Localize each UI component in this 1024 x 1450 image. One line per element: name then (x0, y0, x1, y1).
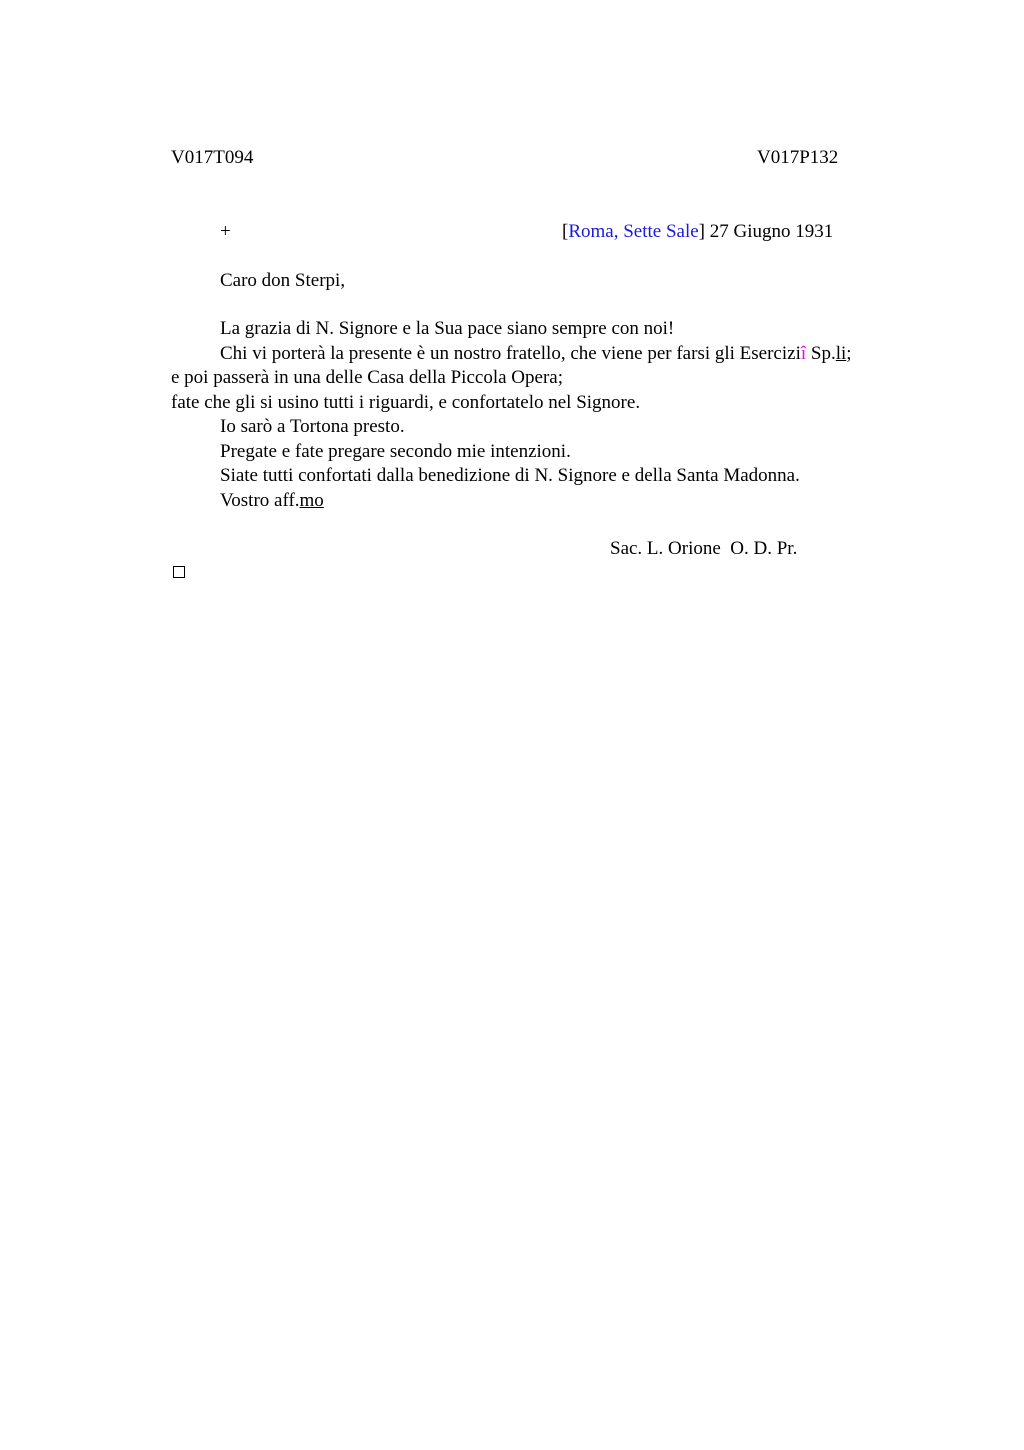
dateline (562, 220, 833, 244)
closing-text: Vostro aff. (220, 490, 300, 511)
body-line-2-superscript: li (835, 343, 847, 364)
signature: Sac. L. Orione O. D. Pr. (610, 538, 798, 559)
body-line-2 (220, 342, 852, 366)
cross-symbol: + (220, 221, 231, 242)
body-line-2-text: Chi vi porterà la presente è un nostro fratello, che viene per farsi gli Esercizi (220, 343, 801, 364)
bracket-open: [ (562, 221, 569, 242)
body-line-1: La grazia di N. Signore e la Sua pace siano sempre con noi! (220, 318, 675, 339)
body-line-6: Pregate e fate pregare secondo mie intenzioni. (220, 441, 571, 462)
body-line-4: fate che gli si usino tutti i riguardi, e confortatelo nel Signore. (171, 392, 641, 413)
body-line-7: Siate tutti confortati dalla benedizione di N. Signore e della Santa Madonna. (220, 465, 800, 486)
body-line-3: e poi passerà in una delle Casa della Piccola Opera; (171, 367, 563, 388)
document-code-left: V017T094 (171, 147, 254, 168)
body-line-5: Io sarò a Tortona presto. (220, 416, 405, 437)
letter-date: 27 Giugno 1931 (705, 221, 834, 242)
body-line-2-abbrev: Sp. (806, 343, 836, 364)
salutation: Caro don Sterpi, (220, 270, 346, 291)
end-marker-square-icon (173, 566, 185, 578)
bracket-close: ] (698, 221, 705, 242)
closing (220, 489, 324, 513)
place-name: Roma, Sette Sale (568, 221, 699, 242)
document-code-right: V017P132 (757, 147, 839, 168)
body-line-2-end: ; (846, 343, 852, 364)
editorial-mark: î (800, 343, 807, 364)
closing-superscript: mo (299, 490, 324, 511)
